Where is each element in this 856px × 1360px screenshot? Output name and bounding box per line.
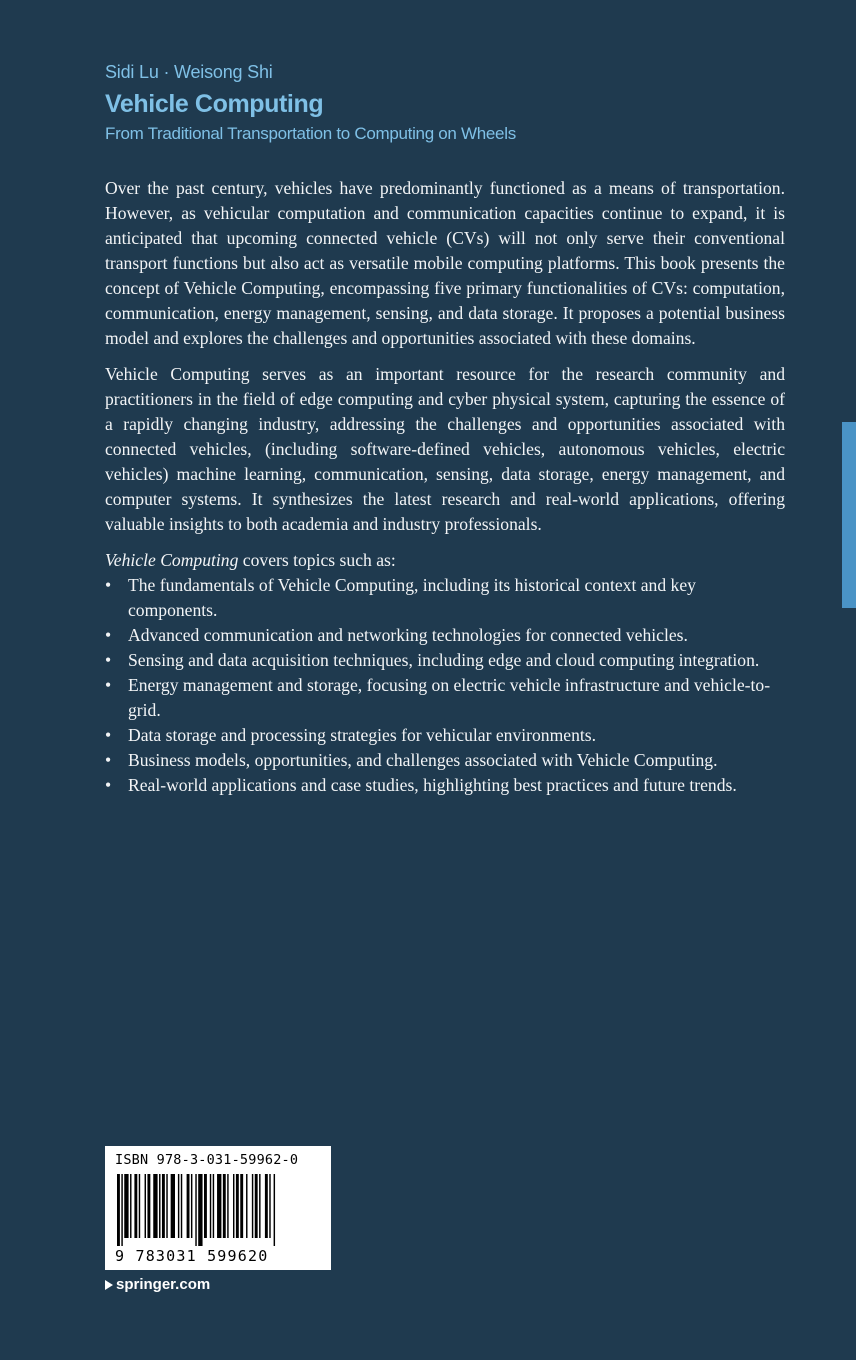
barcode-bar: [145, 1174, 146, 1238]
arrow-right-icon: [105, 1280, 113, 1290]
bullet-icon: •: [105, 650, 112, 670]
spine-accent-bar: [842, 422, 856, 608]
topic-text: The fundamentals of Vehicle Computing, including its historical context and key components.: [128, 575, 696, 620]
barcode-bar: [134, 1174, 137, 1238]
barcode-bar: [187, 1174, 190, 1238]
bullet-icon: •: [105, 625, 112, 645]
barcode-bar: [269, 1174, 270, 1238]
barcode-bar: [274, 1174, 275, 1246]
barcode-bar: [265, 1174, 268, 1238]
barcode-bar: [159, 1174, 160, 1238]
bullet-icon: •: [105, 575, 112, 595]
isbn-label: ISBN 978-3-031-59962-0: [115, 1152, 299, 1168]
authors: Sidi Lu · Weisong Shi: [105, 62, 273, 82]
topics-intro: [105, 548, 785, 573]
book-title: Vehicle Computing: [105, 90, 324, 118]
barcode-bar: [147, 1174, 150, 1238]
barcode-bar: [166, 1174, 167, 1238]
barcode-bar: [204, 1174, 207, 1238]
publisher-link[interactable]: [105, 1276, 210, 1293]
barcode-bar: [233, 1174, 234, 1238]
bullet-icon: •: [105, 675, 112, 695]
barcode-bar: [240, 1174, 243, 1238]
barcode-bar: [210, 1174, 211, 1238]
bullet-icon: •: [105, 725, 112, 745]
barcode-bar: [213, 1174, 214, 1238]
barcode-bar: [171, 1174, 175, 1238]
barcode-bar: [195, 1174, 196, 1246]
isbn-barcode: [105, 1146, 331, 1270]
topic-text: Advanced communication and networking technologies for connected vehicles.: [128, 625, 688, 645]
barcode-bar: [121, 1174, 122, 1246]
barcode-bar: [255, 1174, 258, 1238]
list-item: [105, 673, 778, 723]
barcode-bar: [178, 1174, 179, 1238]
barcode-bar: [130, 1174, 131, 1238]
topic-text: Data storage and processing strategies for vehicular environments.: [128, 725, 597, 745]
bullet-icon: •: [105, 775, 112, 795]
barcode-bar: [223, 1174, 226, 1238]
barcode-bar: [227, 1174, 228, 1238]
barcode-bar: [246, 1174, 247, 1238]
barcode-digits: 9 783031 599620: [115, 1247, 269, 1265]
barcode-bar: [191, 1174, 192, 1238]
list-item: [105, 773, 778, 798]
topic-text: Business models, opportunities, and challenges associated with Vehicle Computing.: [128, 750, 718, 770]
publisher-url: springer.com: [116, 1276, 211, 1293]
barcode-bar: [117, 1174, 120, 1246]
list-item: [105, 623, 778, 648]
topic-text: Energy management and storage, focusing on electric vehicle infrastructure and vehicle-to-grid.: [128, 675, 771, 720]
topic-text: Real-world applications and case studies, highlighting best practices and future trends.: [128, 775, 737, 795]
barcode-bar: [217, 1174, 221, 1238]
barcode-bar: [259, 1174, 260, 1238]
list-item: [105, 748, 778, 773]
topics-intro-book-name: Vehicle Computing: [105, 550, 239, 570]
book-subtitle: From Traditional Transportation to Computing on Wheels: [105, 124, 516, 143]
barcode-bar: [124, 1174, 128, 1238]
list-item: [105, 573, 778, 623]
barcode-bar: [252, 1174, 253, 1238]
blurb-paragraph-2: Vehicle Computing serves as an important resource for the research community and practitioners in the field of edge computing and cyber physical system, capturing the essence of a rapidly changing industry, addressing the challenges and opportunities associated with connected vehicles, (including software-defined vehicles, autonomous vehicles, electric vehicles) machine learning, communication, sensing, data storage, energy management, and computer systems. It synthesizes the latest research and real-world applications, offering valuable insights to both academia and industry professionals.: [105, 364, 785, 534]
barcode-bars-icon: [113, 1174, 323, 1246]
cover-header: [105, 60, 805, 146]
barcode-bar: [162, 1174, 165, 1238]
list-item: [105, 648, 778, 673]
blurb-paragraph-1: Over the past century, vehicles have predominantly functioned as a means of transportation. However, as vehicular computation and communication capacities continue to expand, it is anticipated that upcoming connected vehicle (CVs) will not only serve their conventional transport functions but also act as versatile mobile computing platforms. This book presents the concept of Vehicle Computing, encompassing five primary functionalities of CVs: computation, communication, energy management, sensing, and data storage. It proposes a potential business model and explores the challenges and opportunities associated with these domains.: [105, 178, 785, 348]
barcode-bar: [181, 1174, 182, 1238]
topics-intro-text: covers topics such as:: [238, 550, 396, 570]
topics-list: [105, 573, 785, 798]
topic-text: Sensing and data acquisition techniques, including edge and cloud computing integration.: [128, 650, 760, 670]
bullet-icon: •: [105, 750, 112, 770]
list-item: [105, 723, 778, 748]
blurb: [105, 176, 785, 798]
barcode-bar: [198, 1174, 202, 1246]
barcode-bar: [153, 1174, 157, 1238]
barcode-bar: [139, 1174, 140, 1238]
barcode-bar: [236, 1174, 239, 1238]
